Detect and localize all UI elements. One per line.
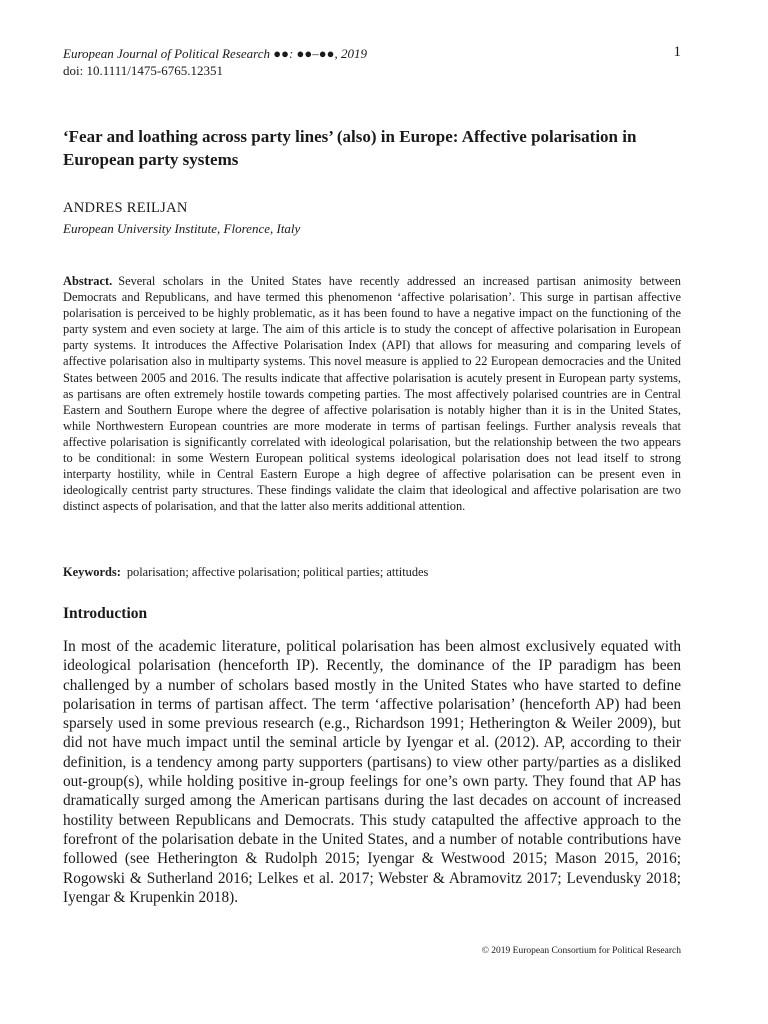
keywords-label: Keywords:	[63, 565, 121, 579]
doi-link[interactable]: doi: 10.1111/1475-6765.12351	[63, 63, 223, 78]
introduction-paragraph: In most of the academic literature, political polarisation has been almost exclusively equated with ideological polarisation (henceforth IP). Recently, the dominance of the IP paradigm has been challenged by a number of scholars based mostly in the United States who have started to define polarisation in terms of partisan affect. The term ‘affective polarisation’ (henceforth AP) had been sparsely used in some previous research (e.g., Richardson 1991; Hetherington & Weiler 2009), but did not have much impact until the seminal article by Iyengar et al. (2012). AP, according to their definition, is a tendency among party supporters (partisans) to view other party/parties as a disliked out-group(s), while holding positive in-group feelings for one’s own party. They found that AP has dramatically surged among the American partisans during the last decades on account of increased hostility between Republicans and Democrats. This study catapulted the affective approach to the forefront of the polarisation debate in the United States, and a number of notable contributions have followed (see Hetherington & Rudolph 2015; Iyengar & Westwood 2015; Mason 2015, 2016; Rogowski & Sutherland 2016; Lelkes et al. 2017; Webster & Abramovitz 2017; Levendusky 2018; Iyengar & Krupenkin 2018).	[63, 638, 681, 906]
page-number: 1	[673, 44, 681, 60]
keywords	[63, 565, 428, 580]
section-heading-introduction: Introduction	[63, 605, 148, 622]
article-title: ‘Fear and loathing across party lines’ (also) in Europe: Affective polarisation in European party systems	[63, 127, 637, 169]
keywords-text: polarisation; affective polarisation; political parties; attitudes	[126, 565, 429, 579]
abstract-text: Several scholars in the United States have recently addressed an increased partisan animosity between Democrats and Republicans, and have termed this phenomenon ‘affective polarisation’. This surge in partisan affective polarisation is perceived to be highly problematic, as it has been found to have a negative impact on the functioning of the party system and even society at large. The aim of this article is to study the concept of affective polarisation in European party systems. It introduces the Affective Polarisation Index (API) that allows for measuring and comparing levels of affective polarisation also in multiparty systems. This novel measure is applied to 22 European democracies and the United States between 2005 and 2016. The results indicate that affective polarisation is acutely present in European party systems, as partisans are often extremely hostile towards competing parties. The most affectively polarised countries are in Central Eastern and Southern Europe where the degree of affective polarisation is notably higher than it is in the United States, while Northwestern European countries are more moderate in terms of partisan feelings. Further analysis reveals that affective polarisation is significantly correlated with ideological polarisation, but the relationship between the two appears to be conditional: in some Western European political systems ideological polarisation does not lead itself to strong interparty hostility, while in Central Eastern Europe a high degree of affective polarisation can be present even in ideologically centrist party structures. These findings validate the claim that ideological and affective polarisation are two distinct aspects of polarisation, and that the latter also merits additional attention.	[63, 274, 681, 514]
author-name: ANDRES REILJAN	[63, 200, 188, 216]
abstract	[63, 273, 681, 514]
copyright-footer: © 2019 European Consortium for Political Research	[481, 946, 681, 956]
journal-citation: European Journal of Political Research ●●: ●●–●●, 2019	[63, 46, 367, 61]
author-affiliation: European University Institute, Florence, Italy	[63, 221, 301, 236]
abstract-label: Abstract.	[63, 274, 113, 288]
running-header	[63, 45, 367, 79]
